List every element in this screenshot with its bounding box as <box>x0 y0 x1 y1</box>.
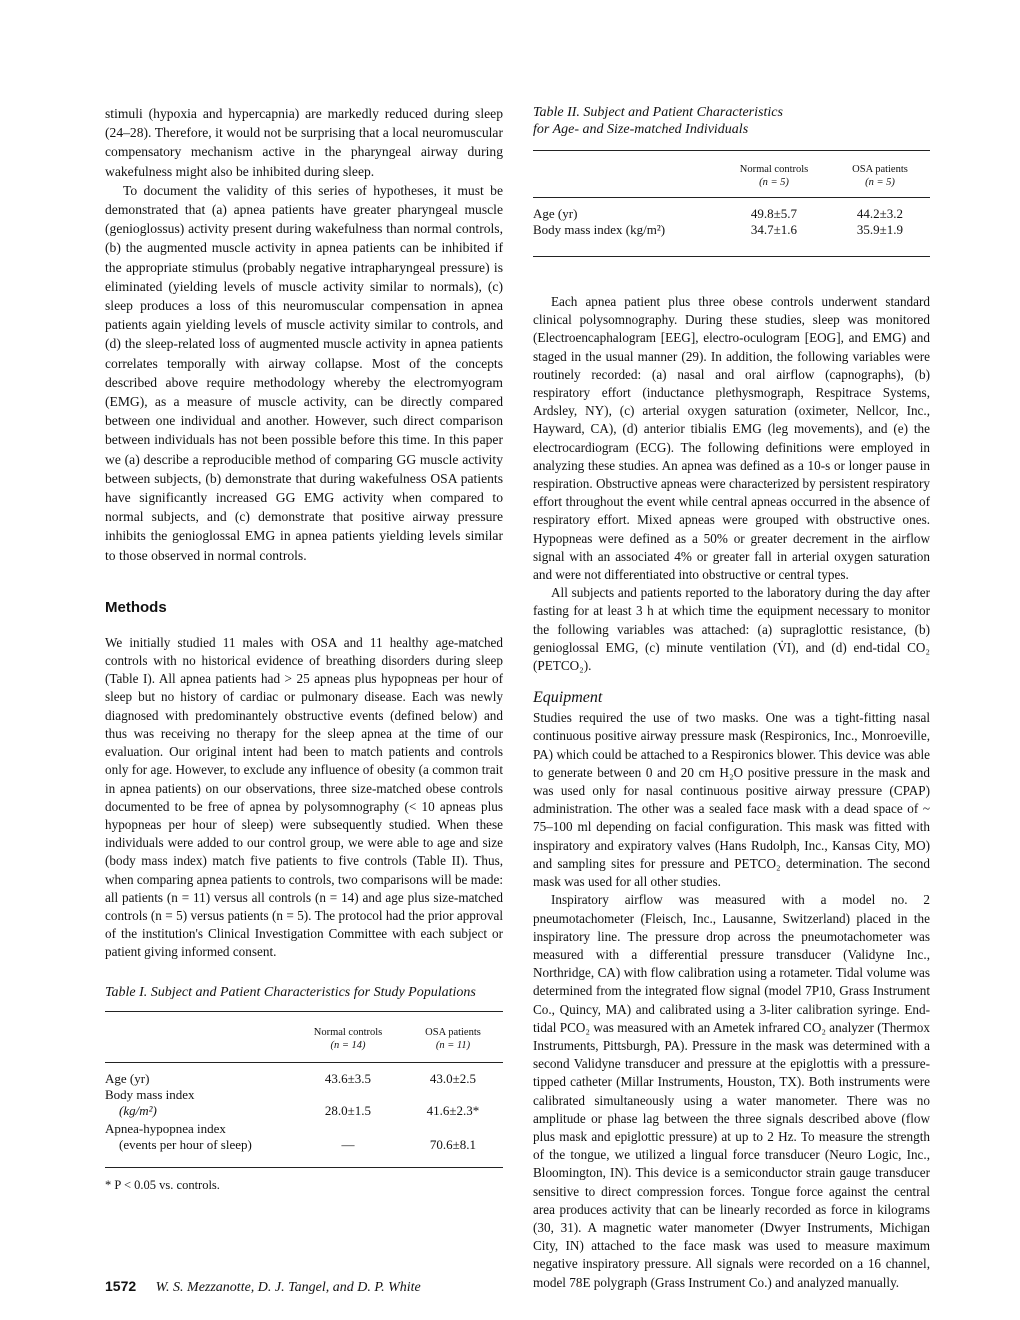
table-2-row-age-patients: 44.2±3.2 <box>856 206 904 221</box>
right-column <box>533 104 930 1292</box>
table-1-col1-header: Normal controls <box>313 1026 383 1038</box>
table-1-row-bmi-label: Body mass index <box>105 1086 195 1102</box>
table-1-row-age-patients: 43.0±2.5 <box>429 1070 477 1086</box>
table-2-row-bmi-controls: 34.7±1.6 <box>750 222 798 237</box>
table-1-row-ahi-controls: — <box>341 1136 355 1152</box>
equipment-heading: Equipment <box>533 689 603 707</box>
left-column <box>105 104 503 1193</box>
paragraph-fasting: All subjects and patients reported to the laboratory during the day after fasting for at least 3 h at which time the equipment necessary to monitor the following variables was attached: (a) supraglottic resistance, (b) genioglossal EMG, (c) minute ventilation (V̇I), and (d) end-tidal CO₂ (PETCO₂). <box>533 585 930 674</box>
table-2 <box>533 104 930 257</box>
paragraph-masks: Studies required the use of two masks. One was a tight-fitting nasal continuous positive airway pressure mask (Respironics, Inc., Monroeville, PA) which could be attached to a Respironics blower. This device was able to generate between 0 and 20 cm H₂O positive pressure in the mask and was used only for nasal continuous positive airway pressure (CPAP) administration. The other was a sealed face mask with a dead space of ~ 75–100 ml depending on facial configuration. This mask was fitted with inspiratory and expiratory valves (Hans Rudolph, Inc., Kansas City, MO) and sampling sites for pressure and PETCO₂ determination. The second mask was used for all other studies. <box>533 710 930 890</box>
paragraph-polysomnography: Each apnea patient plus three obese controls underwent standard clinical polysomnography. During these studies, sleep was monitored (Electroencaphalogram [EEG], electro-oculogram [EOG], and EMG) and staged in the usual manner (29). In addition, the following variables were routinely recorded: (a) nasal and oral airflow (capnographs), (b) respiratory effort (inductance plethysmograph, Respitrace Systems, Ardsley, NY), (c) arterial oxygen saturation (oximeter, Nellcor, Inc., Hayward, CA), (d) anterior tibialis EMG (leg movements), and (e) the electrocardiogram (ECG). The following definitions were employed in analyzing these studies. An apnea was defined as a 10-s or longer pause in respiration. Obstructive apneas were characterized by persistent respiratory effort throughout the event while central apneas occurred in the absence of respiratory effort. Mixed apneas were grouped with obstructive ones. Hypopneas were defined as a 50% or greater decrement in the airflow signal with an associated 4% or greater fall in arterial oxygen saturation and were not differentiated into obstructive or central types. <box>533 294 930 583</box>
table-2-col2-n: (n = 5) <box>865 177 895 188</box>
paragraph-airflow: Inspiratory airflow was measured with a model no. 2 pneumotachometer (Fleisch, Inc., Lausanne, Switzerland) placed in the inspiratory line. The pressure drop across the pneumotachometer was measured with a differential pressure transducer (Validyne Inc., Northridge, CA) with flow calibration using a rotameter. Tidal volume was determined from the integrated flow signal (model 7P10, Grass Instrument Co., Quincy, MA) and calibrated using a 3-liter calibration syringe. End-tidal PCO₂ was measured with an Ametek infrared CO₂ analyzer (Thermox Instruments, Pittsburgh, PA). Pressure in the mask was determined with a second Validyne transducer and pressure at the epiglottis with a pressure-tipped catheter (Millar Instruments, Houston, TX). Both instruments were calibrated simultaneously using a water manometer. There was no amplitude or phase lag between the three signals described above (flow plus mask and epiglottic pressure) at up to 2 Hz. To measure the strength of the tongue, we utilized a lingual force transducer (Neuro Logic, Inc., Bloomington, IN). This device is a semiconductor strain gauge transducer sensitive to direct compression forces. Tongue force against the central area produces activity that can be linearly recorded as force in kilograms (30, 31). A magnetic water manometer (Dwyer Instruments, Michigan City, IN) attached to the face mask was used to measure maximum negative inspiratory pressure. All signals were recorded on a 16 channel, model 78E polygraph (Grass Instrument Co.) and analyzed manually. <box>533 892 930 1290</box>
page-footer <box>105 1278 421 1296</box>
table-1-col2-n: (n = 11) <box>435 1039 471 1051</box>
paragraph-intro-continued: stimuli (hypoxia and hypercapnia) are markedly reduced during sleep (24–28). Therefore, it would not be surprising that a local neuromuscular compensatory mechanism active in the pharyngeal airway during wakefulness might also be inhibited during sleep. <box>105 106 503 179</box>
table-2-caption-line1: Table II. Subject and Patient Characteristics <box>533 105 783 120</box>
table-1-row-bmi-patients: 41.6±2.3* <box>426 1102 480 1118</box>
table-2-col1-header: Normal controls <box>739 164 809 175</box>
table-2-col2-header: OSA patients <box>852 164 908 175</box>
methods-heading: Methods <box>105 598 167 616</box>
paragraph-methods: We initially studied 11 males with OSA and 11 healthy age-matched controls with no historical evidence of breathing disorders during sleep (Table I). All apnea patients had > 25 apneas plus hypopneas per hour of sleep but no history of cardiac or pulmonary disease. Each was newly diagnosed with predominantely obstructive events (defined below) and thus was receiving no therapy for the sleep apnea at the time of our evaluation. Our original intent had been to match patients and controls only for age. However, to exclude any influence of obesity (a common trait in apnea patients) on our observations, three size-matched obese controls documented to be free of apnea by polysomnography (< 10 apneas plus hypopneas per hour of sleep) were subsequently studied. When these individuals were added to our control group, we were able to age and size (body mass index) match five patients to five controls (Table II). Thus, when comparing apnea patients to controls, two comparisons will be made: all patients (n = 11) versus all controls (n = 14) and age plus size-matched controls (n = 5) versus patients (n = 5). The protocol had the prior approval of the institution's Clinical Investigation Committee with each subject or patient giving informed consent. <box>105 634 503 960</box>
table-1-footnote: * P < 0.05 vs. controls. <box>105 1177 220 1192</box>
right-text-block <box>533 293 930 675</box>
table-1-row-age-label: Age (yr) <box>105 1070 150 1086</box>
table-2-row-age-label: Age (yr) <box>533 206 578 221</box>
table-1-row-bmi-unit: (kg/m²) <box>119 1102 157 1118</box>
table-1 <box>105 984 503 1193</box>
table-2-row-bmi-patients: 35.9±1.9 <box>856 222 904 237</box>
table-2-grid <box>533 150 930 257</box>
paragraph-hypotheses: To document the validity of this series of hypotheses, it must be demonstrated that (a) apnea patients have greater pharyngeal muscle (genioglossus) activity present during wakefulness than normal controls, (b) the augmented muscle activity in apnea patients can be inhibited if the appropriate stimulus (probably negative intrapharyngeal pressure) is eliminated (yielding levels of muscle activity similar to normals), (c) sleep produces a loss of this neuromuscular compensation in apnea patients again yielding levels of muscle activity similar to controls, and (d) the sleep-related loss of augmented muscle activity in apnea patients correlates temporally with airway collapse. Most of the concepts described above require methodology whereby the electromyogram (EMG), as a measure of muscle activity, can be directly compared between one individual and another. However, such direct comparison between individuals has not been possible before this time. In this paper we (a) describe a reproducible method of comparing GG muscle activity between subjects, (b) demonstrate that during wakefulness OSA patients have significantly increased GG EMG activity when compared to normal subjects, and (c) demonstrate that positive airway pressure inhibits the genioglossal EMG in apnea patients yielding levels similar to those observed in normal controls. <box>105 182 503 563</box>
table-1-col1-n: (n = 14) <box>330 1039 366 1051</box>
page-number: 1572 <box>105 1278 137 1294</box>
table-1-row-ahi-patients: 70.6±8.1 <box>429 1136 477 1152</box>
table-2-caption-line2: for Age- and Size-matched Individuals <box>533 122 749 137</box>
table-1-row-ahi-unit: (events per hour of sleep) <box>119 1136 252 1152</box>
table-2-row-age-controls: 49.8±5.7 <box>750 206 798 221</box>
table-1-caption: Table I. Subject and Patient Characteristics for Study Populations <box>105 984 476 1000</box>
table-1-row-age-controls: 43.6±3.5 <box>324 1070 372 1086</box>
table-2-col1-n: (n = 5) <box>759 177 789 188</box>
table-1-row-ahi-label: Apnea-hypopnea index <box>105 1120 226 1136</box>
table-1-col2-header: OSA patients <box>425 1026 481 1038</box>
table-1-row-bmi-controls: 28.0±1.5 <box>324 1102 372 1118</box>
running-authors: W. S. Mezzanotte, D. J. Tangel, and D. P. White <box>155 1280 421 1295</box>
table-1-grid <box>105 1026 503 1168</box>
table-2-row-bmi-label: Body mass index (kg/m²) <box>533 222 666 237</box>
